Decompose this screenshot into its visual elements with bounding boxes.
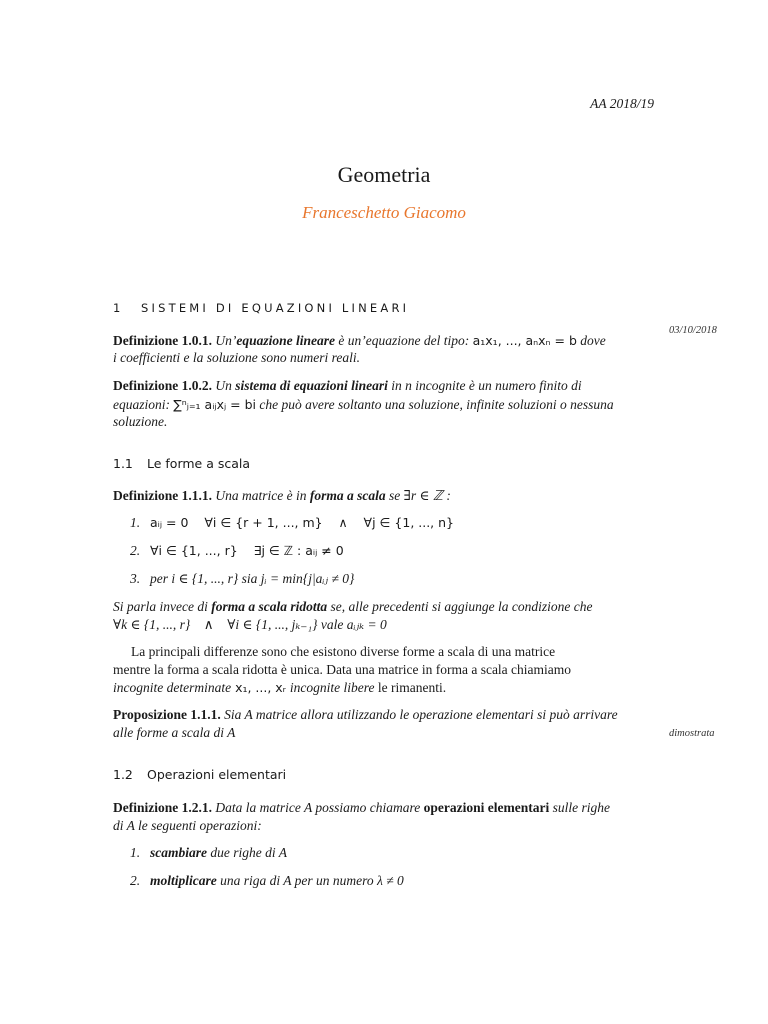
list-item-text: due righe di A (207, 845, 287, 860)
definition-text: che può avere soltanto una soluzione, infinite soluzioni o nessuna (256, 397, 614, 412)
section-number: 1 (113, 301, 124, 315)
subsection-number: 1.2 (113, 767, 133, 782)
list-item-number: 2. (130, 543, 141, 558)
definition-term: sistema di equazioni lineari (235, 378, 388, 393)
course-year: AA 2018/19 (590, 96, 654, 111)
proposition-text-line: alle forme a scala di A (113, 725, 236, 740)
proposition-text: Sia A matrice allora utilizzando le operazione elementari si può arrivare (220, 707, 618, 722)
section-heading (113, 301, 409, 315)
definition-text: se ∃r ∈ ℤ : (385, 488, 451, 503)
definition-1-2-1 (113, 799, 655, 817)
definition-term: operazioni elementari (423, 800, 550, 815)
definition-label: Definizione 1.2.1. (113, 800, 212, 815)
definition-label: Definizione 1.0.1. (113, 333, 212, 348)
definition-text: è un’equazione del tipo: (335, 333, 473, 348)
definition-ridotta (113, 598, 655, 616)
subsection-title: Operazioni elementari (147, 767, 287, 782)
list-item (130, 872, 404, 890)
definition-text: Un’ (215, 333, 237, 348)
definition-text: in n incognite è un numero finito di (387, 378, 582, 393)
list-item (130, 514, 454, 532)
margin-note: dimostrata (669, 728, 715, 739)
math-formula: ∀i ∈ {1, ..., r} ∃j ∈ ℤ : aᵢⱼ ≠ 0 (150, 543, 344, 558)
italic-term: incognite determinate (113, 680, 232, 695)
definition-text: Un (212, 378, 236, 393)
list-item-number: 1. (130, 515, 141, 530)
definition-text: dove (576, 333, 606, 348)
paragraph-line: mentre la forma a scala ridotta è unica. Data una matrice in forma a scala chiamiamo (113, 662, 572, 677)
definition-term: forma a scala ridotta (211, 599, 328, 614)
definition-1-0-2 (113, 377, 655, 395)
document-author: Franceschetto Giacomo (302, 203, 466, 222)
math-formula: ∑ⁿⱼ₌₁ aᵢⱼxⱼ = bi (173, 397, 257, 412)
list-item-number: 1. (130, 845, 141, 860)
italic-term: incognite libere (289, 680, 375, 695)
margin-date: 03/10/2018 (669, 325, 717, 336)
list-item (130, 570, 354, 588)
definition-text-line (113, 396, 655, 414)
definition-text: equazioni: (113, 397, 174, 412)
subsection-heading (113, 767, 286, 782)
list-item-number: 3. (130, 571, 141, 586)
math-formula: x₁, ..., xᵣ (231, 680, 290, 695)
definition-text: Si parla invece di (113, 599, 212, 614)
paragraph-line (113, 679, 655, 697)
subsection-number: 1.1 (113, 456, 133, 471)
math-formula: aᵢⱼ = 0 ∀i ∈ {r + 1, ..., m} ∧ ∀j ∈ {1, ..., n} (150, 515, 455, 530)
list-item-term: moltiplicare (150, 873, 217, 888)
paragraph-line: La principali differenze sono che esistono diverse forme a scala di una matrice (131, 644, 556, 659)
definition-text-line: i coefficienti e la soluzione sono numeri reali. (113, 350, 360, 365)
list-item-number: 2. (130, 873, 141, 888)
proposition-label: Proposizione 1.1.1. (113, 707, 221, 722)
list-item-text: una riga di A per un numero λ ≠ 0 (216, 873, 404, 888)
definition-1-1-1 (113, 487, 655, 505)
definition-label: Definizione 1.1.1. (113, 488, 212, 503)
list-item-term: scambiare (150, 845, 207, 860)
definition-text-line: di A le seguenti operazioni: (113, 818, 262, 833)
definition-text: Data la matrice A possiamo chiamare (212, 800, 424, 815)
section-title: SISTEMI DI EQUAZIONI LINEARI (141, 301, 410, 315)
math-formula: a₁x₁, ..., aₙxₙ = b (472, 333, 577, 348)
definition-text: se, alle precedenti si aggiunge la condizione che (327, 599, 593, 614)
proposition-1-1-1 (113, 706, 655, 724)
math-formula: per i ∈ {1, ..., r} sia jᵢ = min{j|aᵢⱼ ≠ 0} (150, 571, 355, 586)
definition-label: Definizione 1.0.2. (113, 378, 212, 393)
definition-text: Una matrice è in (212, 488, 310, 503)
definition-1-0-1 (113, 332, 655, 350)
document-title: Geometria (337, 162, 431, 187)
list-item (130, 542, 344, 560)
definition-text-line: ∀k ∈ {1, ..., r} ∧ ∀i ∈ {1, ..., jₖ₋₁} vale aᵢⱼₖ = 0 (113, 617, 387, 632)
definition-term: equazione lineare (236, 333, 336, 348)
list-item (130, 844, 287, 862)
definition-text-line: soluzione. (113, 414, 168, 429)
subsection-title: Le forme a scala (147, 456, 251, 471)
subsection-heading (113, 456, 250, 471)
definition-text: sulle righe (549, 800, 610, 815)
paragraph-text: le rimanenti. (374, 680, 447, 695)
definition-term: forma a scala (309, 488, 386, 503)
